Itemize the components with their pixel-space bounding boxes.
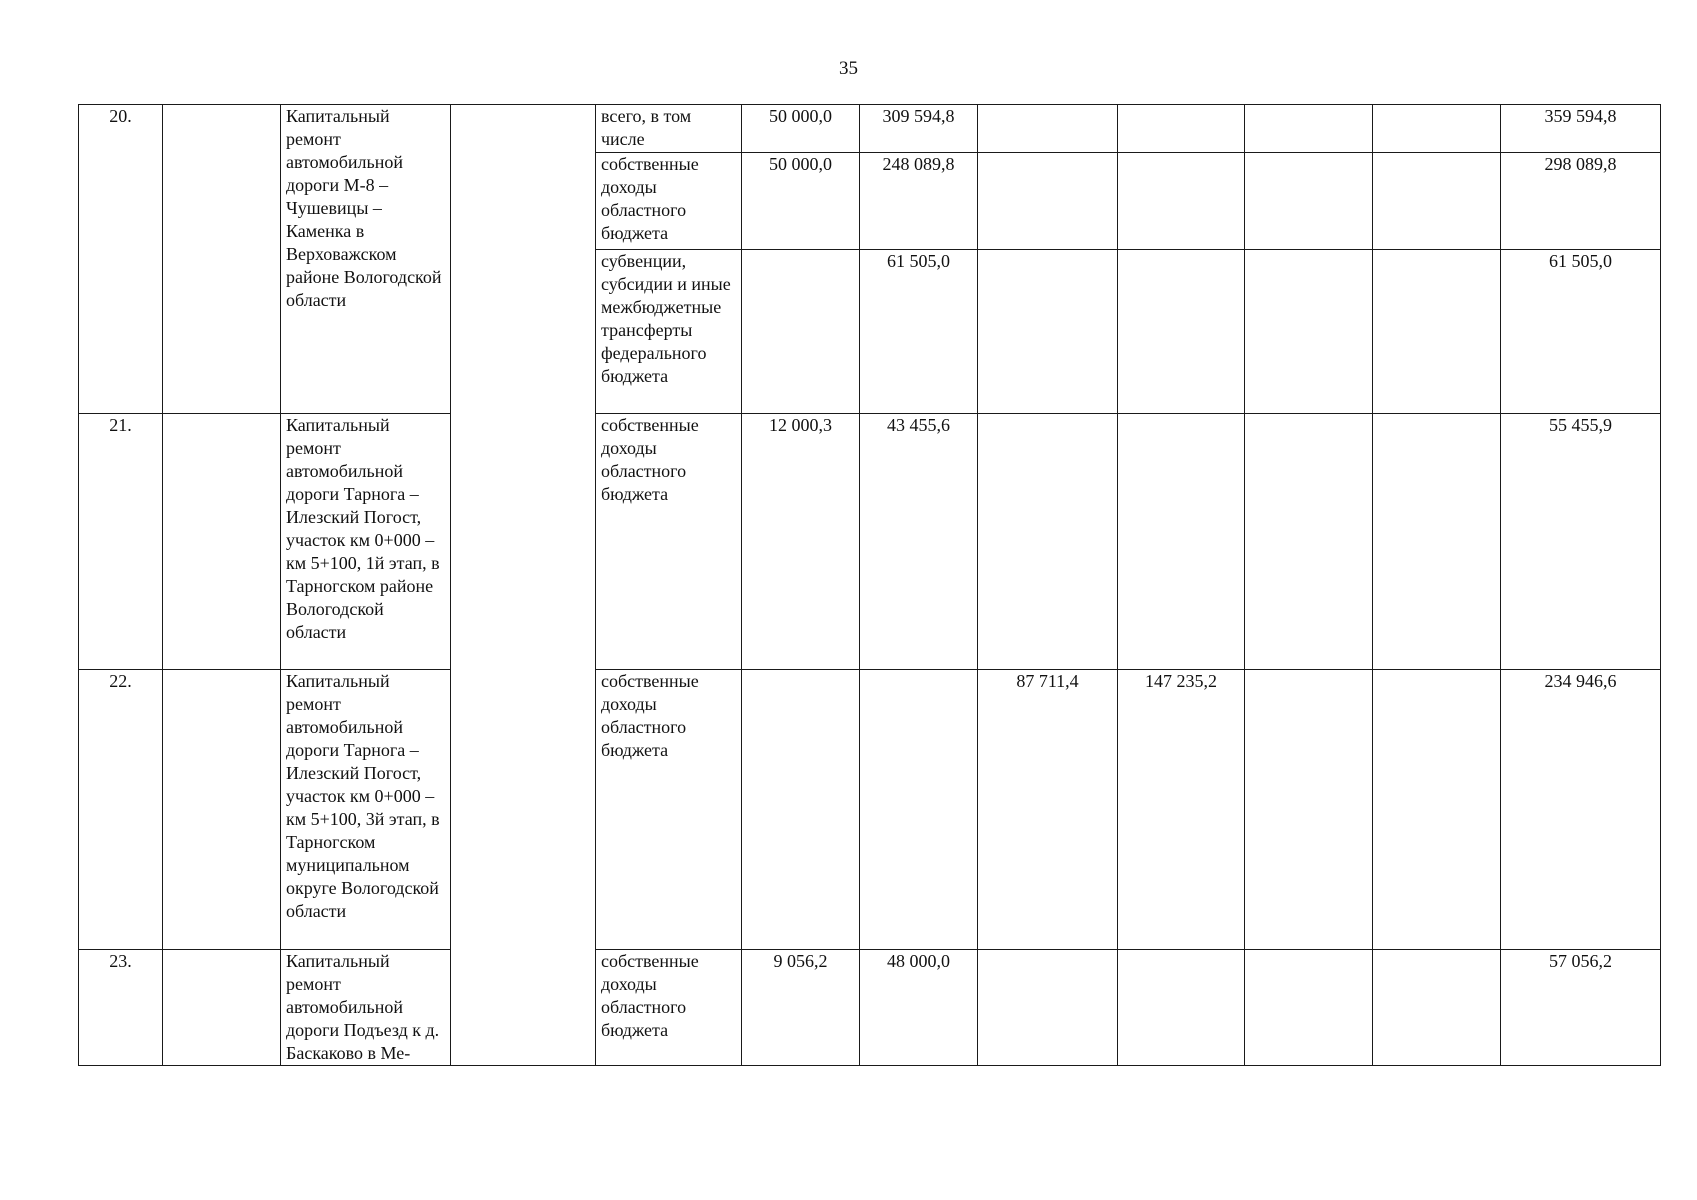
object-name: Капитальный ремонт автомобильной дороги Тарнога – Илезский Погост, участок км 0+000 – км 5+100, 3й этап, в Тарногском муниципальном округе Вологодской области (281, 670, 451, 950)
value-cell (978, 950, 1118, 1066)
empty-cell (163, 105, 281, 414)
table-row (79, 950, 1661, 1066)
value-cell: 12 000,3 (742, 414, 860, 670)
row-number: 23. (79, 950, 163, 1066)
value-cell (1373, 153, 1501, 250)
value-cell (1118, 950, 1245, 1066)
funding-source: собственные доходы областного бюджета (596, 950, 742, 1066)
value-cell (1118, 250, 1245, 414)
value-cell (1373, 950, 1501, 1066)
funding-source: субвенции, субсидии и иные межбюджетные трансферты федерального бюджета (596, 250, 742, 414)
value-cell: 9 056,2 (742, 950, 860, 1066)
value-cell (1118, 414, 1245, 670)
empty-cell (163, 950, 281, 1066)
value-cell (1245, 250, 1373, 414)
budget-table (78, 104, 1661, 1066)
value-cell (978, 153, 1118, 250)
value-cell: 43 455,6 (860, 414, 978, 670)
table-row (79, 414, 1661, 670)
object-name: Капитальный ремонт автомобильной дороги М-8 – Чушевицы – Каменка в Верховажском районе Вологодской области (281, 105, 451, 414)
value-cell: 309 594,8 (860, 105, 978, 153)
total-cell: 57 056,2 (1501, 950, 1661, 1066)
row-number: 22. (79, 670, 163, 950)
value-cell (742, 670, 860, 950)
funding-source: собственные доходы областного бюджета (596, 414, 742, 670)
value-cell (978, 250, 1118, 414)
value-cell (1245, 950, 1373, 1066)
empty-cell (163, 414, 281, 670)
value-cell (1373, 670, 1501, 950)
total-cell: 61 505,0 (1501, 250, 1661, 414)
value-cell (978, 414, 1118, 670)
value-cell: 61 505,0 (860, 250, 978, 414)
page-number: 35 (839, 58, 858, 79)
value-cell (1118, 105, 1245, 153)
value-cell (860, 670, 978, 950)
value-cell (1245, 414, 1373, 670)
total-cell: 234 946,6 (1501, 670, 1661, 950)
value-cell (1245, 153, 1373, 250)
value-cell: 48 000,0 (860, 950, 978, 1066)
value-cell (1373, 414, 1501, 670)
value-cell: 50 000,0 (742, 153, 860, 250)
total-cell: 55 455,9 (1501, 414, 1661, 670)
value-cell (1373, 250, 1501, 414)
funding-source: всего, в том числе (596, 105, 742, 153)
total-cell: 298 089,8 (1501, 153, 1661, 250)
object-name: Капитальный ремонт автомобильной дороги Подъезд к д. Баскаково в Ме- (281, 950, 451, 1066)
empty-cell (163, 670, 281, 950)
value-cell (1245, 670, 1373, 950)
value-cell (1118, 153, 1245, 250)
funding-source: собственные доходы областного бюджета (596, 670, 742, 950)
value-cell (742, 250, 860, 414)
funding-source: собственные доходы областного бюджета (596, 153, 742, 250)
value-cell: 87 711,4 (978, 670, 1118, 950)
value-cell (1245, 105, 1373, 153)
row-number: 21. (79, 414, 163, 670)
total-cell: 359 594,8 (1501, 105, 1661, 153)
row-number: 20. (79, 105, 163, 414)
empty-cell (451, 105, 596, 1066)
value-cell (978, 105, 1118, 153)
value-cell (1373, 105, 1501, 153)
value-cell: 147 235,2 (1118, 670, 1245, 950)
table-row (79, 105, 1661, 153)
object-name: Капитальный ремонт автомобильной дороги Тарнога – Илезский Погост, участок км 0+000 – км 5+100, 1й этап, в Тарногском районе Вологодской области (281, 414, 451, 670)
table-row (79, 670, 1661, 950)
value-cell: 248 089,8 (860, 153, 978, 250)
value-cell: 50 000,0 (742, 105, 860, 153)
